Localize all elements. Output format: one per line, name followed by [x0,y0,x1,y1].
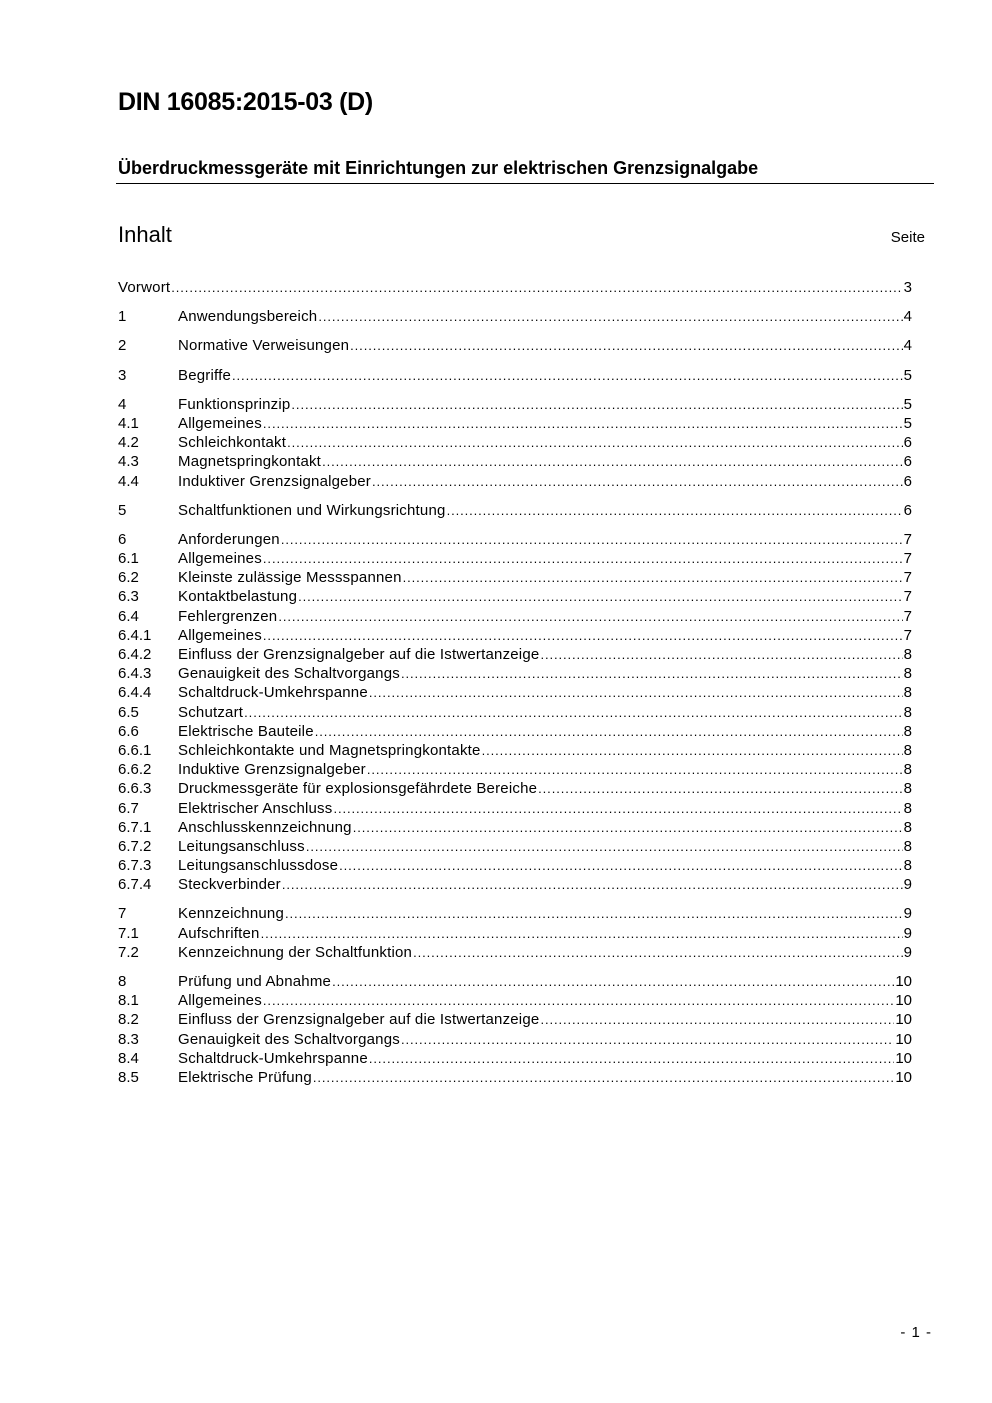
toc-entry[interactable] [118,856,912,875]
toc-heading: Inhalt [118,222,172,247]
toc-group [118,307,912,326]
toc-entry-number: 7.2 [118,943,139,961]
toc-dot-leader [291,395,902,414]
toc-entry-number: 8.2 [118,1011,139,1029]
toc-entry[interactable] [118,875,912,894]
toc-entry-number: 8.1 [118,992,139,1010]
toc-entry-page: 8 [903,646,912,663]
toc-entry-page: 8 [903,799,912,817]
toc-entry-number: 6.3 [118,588,139,606]
toc-entry[interactable] [118,278,912,297]
toc-dot-leader [372,472,903,491]
toc-entry-title: Normative Verweisungen [178,337,350,355]
toc-entry-page: 8 [903,837,912,855]
toc-entry-title: Allgemeines [178,414,262,432]
toc-dot-leader [287,433,903,452]
toc-entry[interactable] [118,683,912,702]
toc-dot-leader [367,760,903,779]
toc-entry-page: 6 [903,501,912,519]
toc-entry-title: Genauigkeit des Schaltvorgangs [178,665,400,683]
toc-entry-title: Elektrischer Anschluss [178,799,333,817]
toc-entry-page: 8 [903,741,912,759]
toc-entry-number: 6 [118,530,127,548]
toc-dot-leader [353,818,903,837]
toc-entry-title: Schaltdruck-Umkehrspanne [178,684,368,702]
toc-dot-leader [339,856,903,875]
toc-entry[interactable] [118,452,912,471]
toc-dot-leader [282,875,903,894]
toc-entry-page: 9 [903,943,912,961]
toc-dot-leader [244,703,902,722]
toc-dot-leader [315,722,903,741]
toc-entry-title: Allgemeines [178,626,262,644]
toc-entry-title: Magnetspringkontakt [178,453,322,471]
toc-entry-title: Kleinste zulässige Messspannen [178,569,402,587]
toc-entry-title: Leitungsanschluss [178,837,305,855]
toc-entry-title: Genauigkeit des Schaltvorgangs [178,1030,400,1048]
toc-entry-title: Fehlergrenzen [178,607,278,625]
toc-entry-number: 6.6.2 [118,761,152,779]
toc-entry-number: 4.2 [118,434,139,452]
toc-entry-number: 8 [118,973,127,990]
toc-entry-number: 6.7 [118,799,139,817]
toc-dot-leader [350,336,903,355]
toc-entry[interactable] [118,366,912,385]
toc-entry[interactable] [118,703,912,722]
toc-entry-number: 8.4 [118,1049,139,1067]
toc-entry[interactable] [118,626,912,645]
toc-group [118,904,912,962]
toc-entry[interactable] [118,1010,912,1029]
toc-entry[interactable] [118,568,912,587]
toc-entry[interactable] [118,433,912,452]
toc-entry-page: 5 [903,366,912,384]
toc-dot-leader [322,452,903,471]
toc-entry-number: 6.1 [118,550,139,568]
toc-dot-leader [313,1068,894,1087]
toc-entry-number: 6.4.1 [118,626,152,644]
toc-entry[interactable] [118,587,912,606]
toc-entry[interactable] [118,818,912,837]
toc-entry-page: 5 [903,395,912,413]
toc-entry[interactable] [118,904,912,923]
toc-entry-title: Kennzeichnung der Schaltfunktion [178,943,413,961]
title-divider [116,183,934,184]
toc-dot-leader [278,607,902,626]
toc-dot-leader [447,501,903,520]
toc-entry-page: 10 [895,992,912,1010]
toc-entry-title: Anschlusskennzeichnung [178,818,352,836]
toc-dot-leader [482,741,903,760]
toc-entry-page: 4 [903,337,912,355]
toc-entry[interactable] [118,549,912,568]
toc-entry-number: 5 [118,501,127,519]
toc-entry-title: Begriffe [178,366,232,384]
toc-entry-number: 6.4 [118,607,139,625]
toc-entry[interactable] [118,395,912,414]
toc-entry-page: 6 [903,453,912,471]
toc-entry-number: 6.7.1 [118,818,152,836]
toc-entry-page: 7 [903,607,912,625]
toc-page-column-label: Seite [890,229,925,246]
toc-entry-page: 8 [903,857,912,875]
toc-entry[interactable] [118,1030,912,1049]
toc-dot-leader [281,530,903,549]
toc-entry-page: 10 [895,973,912,990]
toc-dot-leader [263,549,903,568]
toc-dot-leader [232,366,903,385]
toc-dot-leader [263,414,903,433]
toc-entry-number: 6.7.3 [118,857,152,875]
toc-entry-page: 8 [903,684,912,702]
toc-entry-title: Anwendungsbereich [178,308,318,326]
toc-entry-page: 8 [903,761,912,779]
toc-entry-number: 2 [118,337,127,355]
toc-entry[interactable] [118,645,912,664]
toc-dot-leader [540,1010,894,1029]
toc-group [118,278,912,297]
toc-entry-title: Schaltfunktionen und Wirkungsrichtung [178,501,446,519]
toc-entry-title: Aufschriften [178,924,260,942]
toc-entry[interactable] [118,722,912,741]
toc-entry-title: Allgemeines [178,550,262,568]
toc-entry-page: 9 [903,876,912,894]
toc-dot-leader [306,837,903,856]
toc-entry-title: Funktionsprinzip [178,395,291,413]
toc-dot-leader [318,307,902,326]
toc-entry[interactable] [118,924,912,943]
toc-entry[interactable] [118,501,912,520]
toc-entry-title: Induktiver Grenzsignalgeber [178,472,372,490]
toc-entry-title: Steckverbinder [178,876,281,894]
toc-entry-page: 7 [903,550,912,568]
toc-entry-number: 7.1 [118,924,139,942]
toc-entry[interactable] [118,530,912,549]
toc-dot-leader [401,664,903,683]
toc-group [118,530,912,895]
toc-entry-title: Druckmessgeräte für explosionsgefährdete Bereiche [178,780,538,798]
toc-entry-number: 4.4 [118,472,139,490]
toc-group [118,395,912,491]
toc-entry-number: 6.6 [118,722,139,740]
toc-entry[interactable] [118,1068,912,1087]
toc-entry-title: Vorwort [118,279,171,296]
toc-dot-leader [171,278,902,297]
toc-entry-page: 7 [903,569,912,587]
toc-entry-title: Einfluss der Grenzsignalgeber auf die Istwertanzeige [178,1011,540,1029]
toc-entry-title: Einfluss der Grenzsignalgeber auf die Istwertanzeige [178,646,540,663]
toc-entry[interactable] [118,760,912,779]
toc-dot-leader [298,587,903,606]
toc-dot-leader [263,991,894,1010]
toc-entry[interactable] [118,837,912,856]
toc-entry-page: 10 [895,1030,912,1048]
toc-entry-number: 4.3 [118,453,139,471]
toc-entry[interactable] [118,472,912,491]
toc-entry-page: 10 [895,1049,912,1067]
toc-entry-title: Schleichkontakt [178,434,287,452]
toc-entry-number: 4.1 [118,414,139,432]
toc-entry-page: 9 [903,905,912,923]
toc-entry-page: 8 [903,665,912,683]
toc-entry[interactable] [118,779,912,798]
toc-entry-number: 8.3 [118,1030,139,1048]
toc-dot-leader [540,645,902,664]
toc-entry-title: Leitungsanschlussdose [178,857,339,875]
toc-entry-number: 6.7.2 [118,837,152,855]
toc-entry-title: Anforderungen [178,530,280,548]
toc-group [118,366,912,385]
toc-entry-number: 8.5 [118,1068,139,1086]
toc-entry-page: 8 [903,780,912,798]
toc-group [118,501,912,520]
toc-dot-leader [285,904,903,923]
toc-entry-page: 10 [895,1068,912,1086]
toc-entry[interactable] [118,414,912,433]
toc-entry-page: 4 [903,308,912,326]
toc-dot-leader [538,779,903,798]
toc-entry-page: 6 [903,472,912,490]
toc-entry[interactable] [118,741,912,760]
toc-entry-number: 6.7.4 [118,876,152,894]
toc-entry-page: 8 [903,722,912,740]
toc-entry-number: 6.5 [118,703,139,721]
toc-dot-leader [263,626,903,645]
toc-group [118,972,912,1087]
toc-entry-page: 6 [903,434,912,452]
toc-entry-number: 3 [118,366,127,384]
toc-entry[interactable] [118,1049,912,1068]
toc-dot-leader [369,1049,894,1068]
toc-entry-page: 8 [903,703,912,721]
document-title: Überdruckmessgeräte mit Einrichtungen zur elektrischen Grenzsignalgabe [118,158,759,178]
toc-entry-number: 6.2 [118,569,139,587]
toc-entry-title: Elektrische Bauteile [178,722,314,740]
toc-entry-title: Induktive Grenzsignalgeber [178,761,366,779]
table-of-contents [118,278,912,1097]
toc-dot-leader [413,943,903,962]
toc-entry-title: Allgemeines [178,992,262,1010]
toc-entry[interactable] [118,972,912,991]
toc-group [118,336,912,355]
toc-entry-number: 4 [118,395,127,413]
toc-entry-number: 6.4.4 [118,684,152,702]
toc-entry-number: 6.4.3 [118,665,152,683]
toc-entry-page: 10 [895,1011,912,1029]
toc-dot-leader [333,799,902,818]
toc-entry[interactable] [118,307,912,326]
toc-entry-title: Prüfung und Abnahme [178,973,332,990]
toc-entry-page: 8 [903,818,912,836]
toc-entry-page: 9 [903,924,912,942]
toc-entry-number: 7 [118,905,127,923]
toc-dot-leader [403,568,903,587]
toc-entry[interactable] [118,607,912,626]
toc-entry-number: 1 [118,308,127,326]
toc-entry-page: 7 [903,626,912,644]
footer-page-number: - 1 - [900,1324,932,1341]
toc-entry-title: Elektrische Prüfung [178,1068,312,1086]
toc-entry-page: 7 [903,530,912,548]
toc-entry[interactable] [118,799,912,818]
toc-dot-leader [401,1030,894,1049]
toc-entry-title: Kennzeichnung [178,905,285,923]
toc-entry-title: Schleichkontakte und Magnetspringkontakte [178,741,481,759]
toc-entry-title: Kontaktbelastung [178,588,298,606]
toc-entry-title: Schutzart [178,703,244,721]
toc-entry-page: 3 [903,279,912,296]
toc-dot-leader [332,972,894,991]
toc-entry-number: 6.6.1 [118,741,152,759]
toc-entry-page: 7 [903,588,912,606]
toc-entry[interactable] [118,336,912,355]
toc-entry-title: Schaltdruck-Umkehrspanne [178,1049,368,1067]
toc-entry-number: 6.6.3 [118,780,152,798]
toc-entry[interactable] [118,991,912,1010]
toc-dot-leader [261,924,903,943]
toc-dot-leader [369,683,903,702]
toc-entry[interactable] [118,664,912,683]
toc-entry[interactable] [118,943,912,962]
document-id: DIN 16085:2015-03 (D) [118,88,373,116]
toc-entry-number: 6.4.2 [118,646,152,663]
toc-entry-page: 5 [903,414,912,432]
